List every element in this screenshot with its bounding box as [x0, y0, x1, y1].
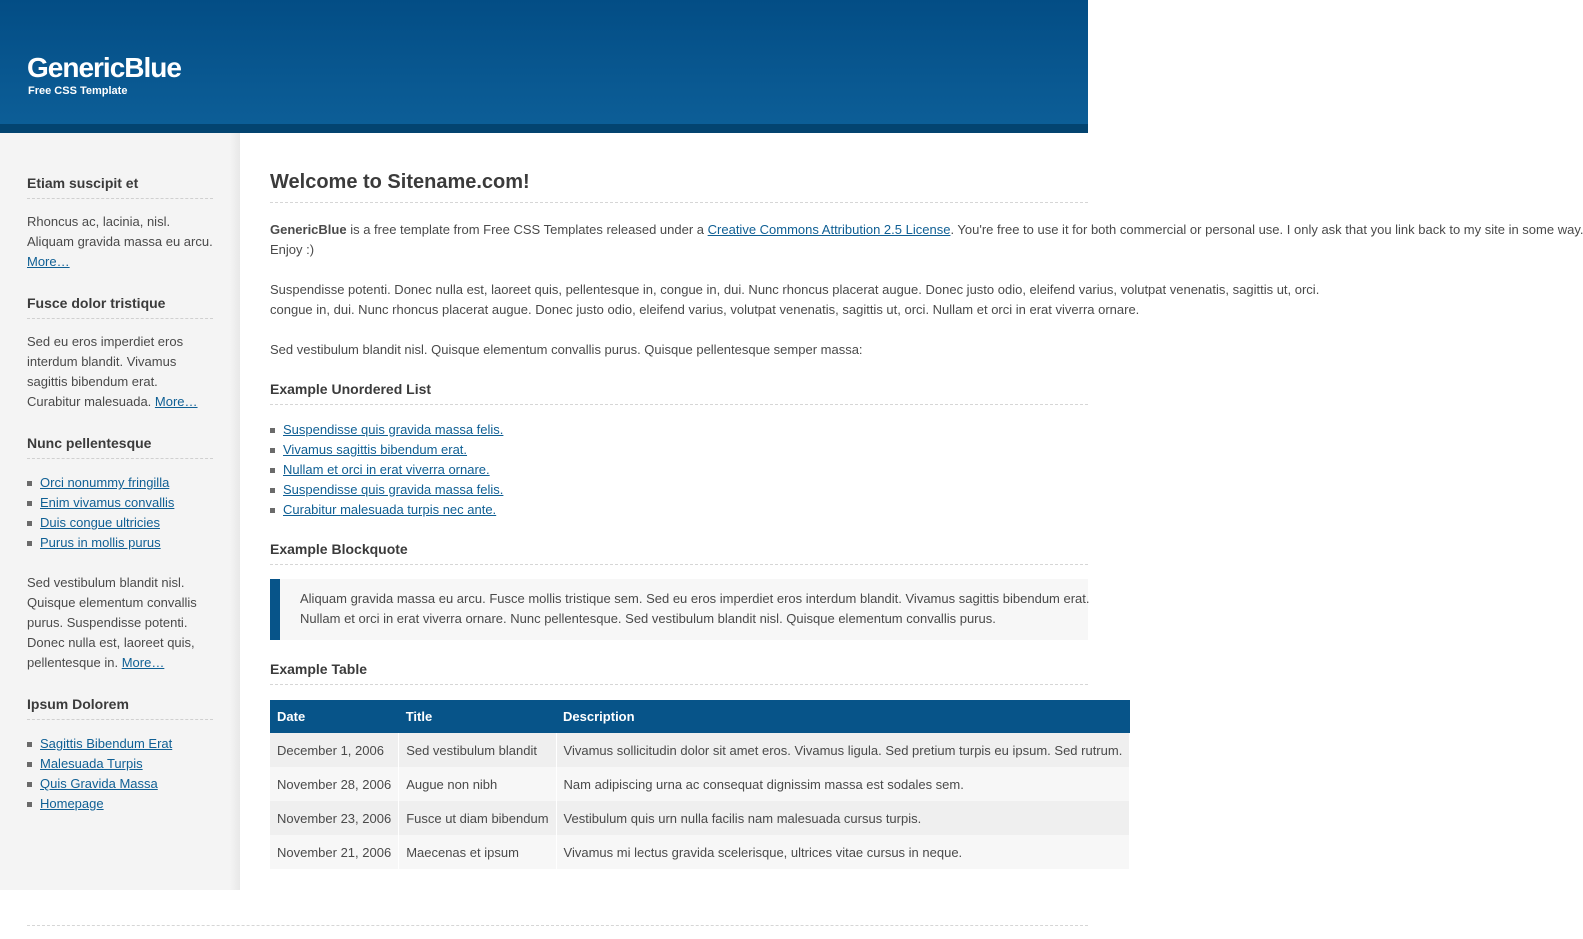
table-cell-title: Fusce ut diam bibendum — [399, 801, 556, 835]
table-cell-date: November 28, 2006 — [270, 767, 399, 801]
sidebar-link[interactable]: Sagittis Bibendum Erat — [40, 736, 173, 751]
sidebar-block-nunc — [27, 435, 213, 673]
body-paragraph: Sed vestibulum blandit nisl. Quisque elementum convallis purus. Quisque pellentesque semper massa: — [270, 342, 863, 357]
sidebar — [0, 133, 240, 890]
license-link[interactable]: Creative Commons Attribution 2.5 License — [707, 222, 951, 237]
sidebar-text — [27, 332, 213, 412]
column-header-description: Description — [556, 700, 1130, 733]
table-cell-date: December 1, 2006 — [270, 733, 399, 767]
sidebar-link-list — [27, 734, 213, 814]
section-heading: Example Table — [270, 661, 1088, 685]
sidebar-shadow — [230, 133, 240, 890]
table-header-row — [270, 700, 1130, 733]
site-logo[interactable]: GenericBlue — [27, 52, 181, 83]
sidebar-text — [27, 573, 213, 673]
sidebar-heading: Etiam suscipit et — [27, 175, 213, 199]
body-line: congue in, dui. Nunc rhoncus placerat augue. Donec justo odio, eleifend varius, volutpat venenatis, sagittis ut, orci. Nullam et orci in erat viverra ornare. — [270, 302, 1140, 317]
list-item — [270, 480, 503, 500]
intro-text: is a free template from Free CSS Templates released under a — [346, 222, 708, 237]
sidebar-link[interactable]: Malesuada Turpis — [40, 756, 143, 771]
more-link[interactable]: More… — [27, 254, 70, 269]
list-item — [27, 754, 213, 774]
sidebar-text-body: Sed eu eros imperdiet eros interdum blandit. Vivamus sagittis bibendum erat. Curabitur malesuada. — [27, 334, 184, 409]
table-row — [270, 801, 1130, 835]
list-link[interactable]: Vivamus sagittis bibendum erat. — [283, 442, 468, 457]
list-link[interactable]: Nullam et orci in erat viverra ornare. — [283, 462, 490, 477]
list-link[interactable]: Curabitur malesuada turpis nec ante. — [283, 502, 497, 517]
example-unordered-list — [270, 420, 503, 520]
blockquote-text — [280, 579, 1088, 629]
table-cell-description: Vivamus mi lectus gravida scelerisque, ultrices vitae cursus in neque. — [556, 835, 1130, 869]
blockquote — [270, 579, 1088, 640]
table-cell-title: Sed vestibulum blandit — [399, 733, 556, 767]
more-link[interactable]: More… — [154, 394, 198, 409]
table-row — [270, 835, 1130, 869]
list-item — [27, 794, 213, 814]
sidebar-link[interactable]: Homepage — [40, 796, 104, 811]
list-item — [27, 513, 213, 533]
column-header-date: Date — [270, 700, 399, 733]
list-item — [270, 420, 503, 440]
sidebar-text — [27, 212, 213, 272]
table-row — [270, 733, 1130, 767]
sidebar-link[interactable]: Purus in mollis purus — [40, 535, 161, 550]
sidebar-heading: Nunc pellentesque — [27, 435, 213, 459]
sidebar-heading: Fusce dolor tristique — [27, 295, 213, 319]
sidebar-heading: Ipsum Dolorem — [27, 696, 213, 720]
table-cell-date: November 21, 2006 — [270, 835, 399, 869]
intro-enjoy: Enjoy :) — [270, 242, 315, 257]
sidebar-link-list — [27, 473, 213, 553]
sidebar-block-fusce — [27, 295, 213, 412]
list-item — [27, 533, 213, 553]
table-cell-description: Nam adipiscing urna ac consequat dignissim massa est sodales sem. — [556, 767, 1130, 801]
body-paragraph — [270, 280, 1319, 320]
footer-divider — [27, 925, 1088, 926]
site-slogan: Free CSS Template — [28, 85, 128, 97]
list-item — [27, 734, 213, 754]
sidebar-block-ipsum — [27, 696, 213, 814]
sidebar-link[interactable]: Enim vivamus convallis — [40, 495, 175, 510]
body-line: Suspendisse potenti. Donec nulla est, laoreet quis, pellentesque in, congue in, dui. Nunc rhoncus placerat augue. Donec justo odio, eleifend varius, volutpat venenatis, sagittis ut, orci. — [270, 282, 1320, 297]
intro-strong: GenericBlue — [270, 222, 347, 237]
list-item — [270, 460, 503, 480]
sidebar-text-body: Rhoncus ac, lacinia, nisl. Aliquam gravida massa eu arcu. — [27, 214, 213, 249]
column-header-title: Title — [399, 700, 556, 733]
sidebar-text-body: Sed vestibulum blandit nisl. Quisque elementum convallis purus. Suspendisse potenti. Donec nulla est, laoreet quis, pellentesque in. — [27, 575, 197, 670]
sidebar-link[interactable]: Orci nonummy fringilla — [40, 475, 170, 490]
intro-paragraph — [270, 220, 1583, 260]
table-cell-title: Maecenas et ipsum — [399, 835, 556, 869]
list-item — [27, 493, 213, 513]
list-link[interactable]: Suspendisse quis gravida massa felis. — [283, 482, 504, 497]
table-cell-description: Vestibulum quis urn nulla facilis nam malesuada cursus turpis. — [556, 801, 1130, 835]
intro-text: . You're free to use it for both commercial or personal use. I only ask that you link back to my site in some way. — [950, 222, 1583, 237]
header-stripe — [0, 124, 1088, 133]
more-link[interactable]: More… — [121, 655, 165, 670]
table-row — [270, 767, 1130, 801]
list-item — [27, 473, 213, 493]
blockquote-line: Aliquam gravida massa eu arcu. Fusce mollis tristique sem. Sed eu eros imperdiet eros interdum blandit. Vivamus sagittis bibendum erat. — [300, 591, 1090, 606]
example-table — [270, 700, 1130, 869]
header — [0, 0, 1088, 133]
table-cell-title: Augue non nibh — [399, 767, 556, 801]
sidebar-block-etiam — [27, 175, 213, 272]
blockquote-line: Nullam et orci in erat viverra ornare. Nunc pellentesque. Sed vestibulum blandit nisl. Quisque elementum convallis purus. — [300, 611, 996, 626]
list-item — [270, 440, 503, 460]
sidebar-link[interactable]: Quis Gravida Massa — [40, 776, 158, 791]
list-item — [270, 500, 503, 520]
sidebar-link[interactable]: Duis congue ultricies — [40, 515, 160, 530]
table-cell-description: Vivamus sollicitudin dolor sit amet eros. Vivamus ligula. Sed pretium turpis eu ipsum. Sed rutrum. — [556, 733, 1130, 767]
list-item — [27, 774, 213, 794]
table-cell-date: November 23, 2006 — [270, 801, 399, 835]
list-link[interactable]: Suspendisse quis gravida massa felis. — [283, 422, 504, 437]
section-heading: Example Blockquote — [270, 541, 1088, 565]
section-heading: Example Unordered List — [270, 381, 1088, 405]
page-title: Welcome to Sitename.com! — [270, 171, 1088, 203]
